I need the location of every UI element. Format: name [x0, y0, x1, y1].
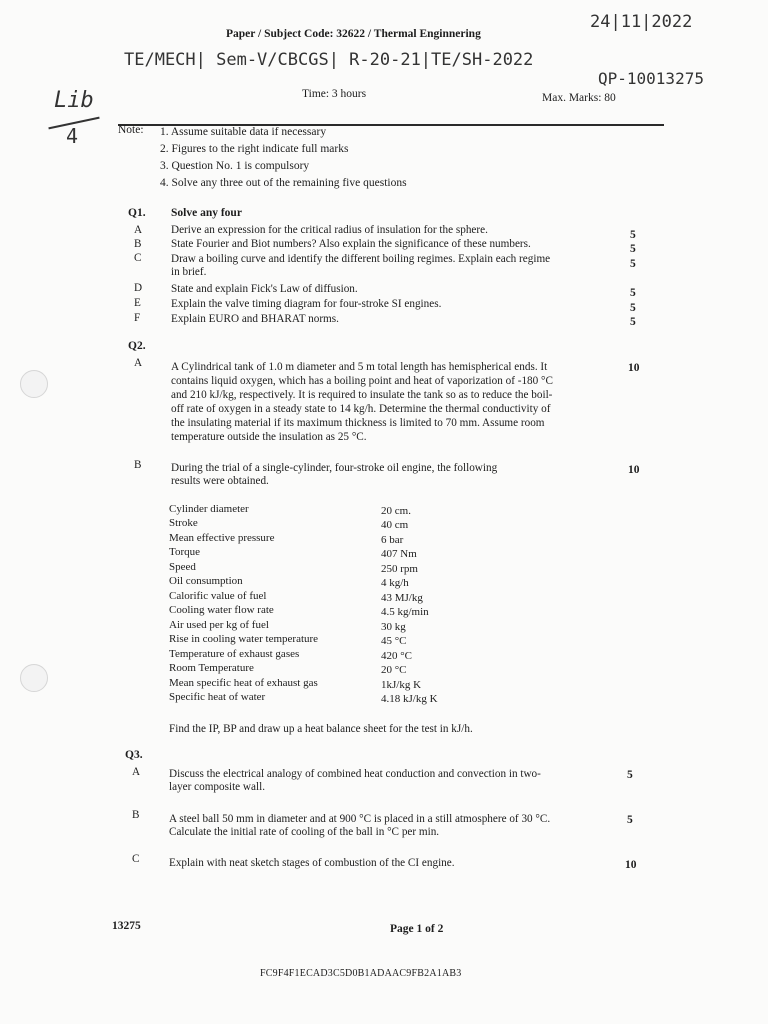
part-letter: F: [134, 312, 141, 324]
table-row-value: 30 kg: [381, 621, 406, 633]
table-row-label: Mean effective pressure: [169, 532, 275, 544]
part-text: layer composite wall.: [169, 781, 265, 793]
part-text: Calculate the initial rate of cooling of the ball in °C per min.: [169, 826, 440, 838]
table-row-label: Cooling water flow rate: [169, 604, 274, 616]
note-item: 4. Solve any three out of the remaining five questions: [160, 177, 407, 189]
punch-hole: [20, 664, 48, 692]
handwritten-date: 24|11|2022: [590, 12, 693, 32]
part-letter: A: [132, 766, 141, 778]
paper-code: Paper / Subject Code: 32622 / Thermal Enginnering: [226, 28, 481, 40]
handwritten-qp: QP-10013275: [598, 69, 704, 88]
table-row-label: Stroke: [169, 517, 198, 529]
part-text: State and explain Fick's Law of diffusion.: [171, 283, 358, 295]
table-row-value: 43 MJ/kg: [381, 592, 423, 604]
footer-code: 13275: [112, 920, 141, 932]
handwritten-margin-4: 4: [66, 124, 79, 148]
part-text: State Fourier and Biot numbers? Also explain the significance of these numbers.: [171, 238, 531, 250]
table-row-value: 40 cm: [381, 519, 409, 531]
question-title: Solve any four: [171, 207, 242, 219]
part-text: Derive an expression for the critical radius of insulation for the sphere.: [171, 224, 488, 236]
table-row-value: 20 °C: [381, 664, 407, 676]
part-letter: A: [134, 224, 143, 236]
part-letter: C: [134, 252, 142, 264]
part-text: A Cylindrical tank of 1.0 m diameter and 5 m total length has hemispherical ends. It: [171, 361, 548, 373]
part-marks: 5: [630, 258, 636, 270]
document-hash: FC9F4F1ECAD3C5D0B1ADAAC9FB2A1AB3: [260, 968, 462, 979]
part-marks: 5: [630, 287, 636, 299]
table-row-label: Temperature of exhaust gases: [169, 648, 300, 660]
question-number: Q1.: [128, 207, 146, 219]
part-text: Explain with neat sketch stages of combustion of the CI engine.: [169, 857, 455, 869]
part-text: Find the IP, BP and draw up a heat balance sheet for the test in kJ/h.: [169, 723, 473, 735]
note-item: 3. Question No. 1 is compulsory: [160, 160, 310, 172]
part-letter: B: [132, 809, 140, 821]
part-text: During the trial of a single-cylinder, four-stroke oil engine, the following: [171, 462, 498, 474]
table-row-label: Speed: [169, 561, 196, 573]
part-text: off rate of oxygen in a steady state to 14 kg/h. Determine the thermal conductivity of: [171, 403, 551, 415]
part-text: Draw a boiling curve and identify the different boiling regimes. Explain each regime: [171, 253, 551, 265]
part-text: A steel ball 50 mm in diameter and at 900 °C is placed in a still atmosphere of 30 °C.: [169, 813, 551, 825]
table-row-label: Mean specific heat of exhaust gas: [169, 677, 318, 689]
part-marks: 5: [630, 243, 636, 255]
part-marks: 5: [630, 302, 636, 314]
note-item: 1. Assume suitable data if necessary: [160, 126, 327, 138]
part-text: Explain the valve timing diagram for four-stroke SI engines.: [171, 298, 442, 310]
max-marks: Max. Marks: 80: [542, 92, 616, 104]
table-row-value: 20 cm.: [381, 505, 411, 517]
part-text: in brief.: [171, 266, 207, 278]
table-row-value: 1kJ/kg K: [381, 679, 422, 691]
part-marks: 10: [628, 362, 640, 374]
part-text: Discuss the electrical analogy of combined heat conduction and convection in two-: [169, 768, 541, 780]
table-row-label: Rise in cooling water temperature: [169, 633, 319, 645]
table-row-value: 45 °C: [381, 635, 407, 647]
table-row-value: 407 Nm: [381, 548, 417, 560]
part-marks: 5: [627, 769, 633, 781]
exam-time: Time: 3 hours: [302, 88, 367, 100]
table-row-value: 420 °C: [381, 650, 412, 662]
table-row-label: Torque: [169, 546, 200, 558]
part-letter: C: [132, 853, 140, 865]
part-text: results were obtained.: [171, 475, 269, 487]
table-row-value: 4.5 kg/min: [381, 606, 429, 618]
table-row-value: 4 kg/h: [381, 577, 409, 589]
part-marks: 10: [628, 464, 640, 476]
table-row-label: Air used per kg of fuel: [169, 619, 269, 631]
part-text: temperature outside the insulation as 25 °C.: [171, 431, 367, 443]
part-marks: 5: [630, 316, 636, 328]
table-row-value: 6 bar: [381, 534, 404, 546]
part-text: Explain EURO and BHARAT norms.: [171, 313, 339, 325]
part-letter: B: [134, 238, 142, 250]
part-letter: D: [134, 282, 143, 294]
part-letter: E: [134, 297, 141, 309]
table-row-label: Calorific value of fuel: [169, 590, 267, 602]
part-marks: 5: [630, 229, 636, 241]
page-number: Page 1 of 2: [390, 923, 444, 935]
table-row-label: Cylinder diameter: [169, 503, 249, 515]
part-text: contains liquid oxygen, which has a boiling point and heat of vaporization of -180 °C: [171, 375, 553, 387]
part-letter: B: [134, 459, 142, 471]
part-letter: A: [134, 357, 143, 369]
table-row-value: 250 rpm: [381, 563, 418, 575]
question-number: Q3.: [125, 749, 143, 761]
handwritten-course: TE/MECH| Sem-V/CBCGS| R-20-21|TE/SH-2022: [124, 50, 534, 70]
table-row-label: Specific heat of water: [169, 691, 266, 703]
part-text: the insulating material if its maximum thickness is limited to 70 mm. Assume room: [171, 417, 545, 429]
table-row-value: 4.18 kJ/kg K: [381, 693, 438, 705]
part-marks: 5: [627, 814, 633, 826]
table-row-label: Oil consumption: [169, 575, 243, 587]
table-row-label: Room Temperature: [169, 662, 254, 674]
handwritten-margin-lib: Lib: [54, 88, 94, 113]
note-label: Note:: [118, 124, 144, 136]
note-item: 2. Figures to the right indicate full marks: [160, 143, 349, 155]
punch-hole: [20, 370, 48, 398]
part-text: and 210 kJ/kg, respectively. It is required to insulate the tank so as to reduce the boil-: [171, 389, 553, 401]
question-number: Q2.: [128, 340, 146, 352]
part-marks: 10: [625, 859, 637, 871]
